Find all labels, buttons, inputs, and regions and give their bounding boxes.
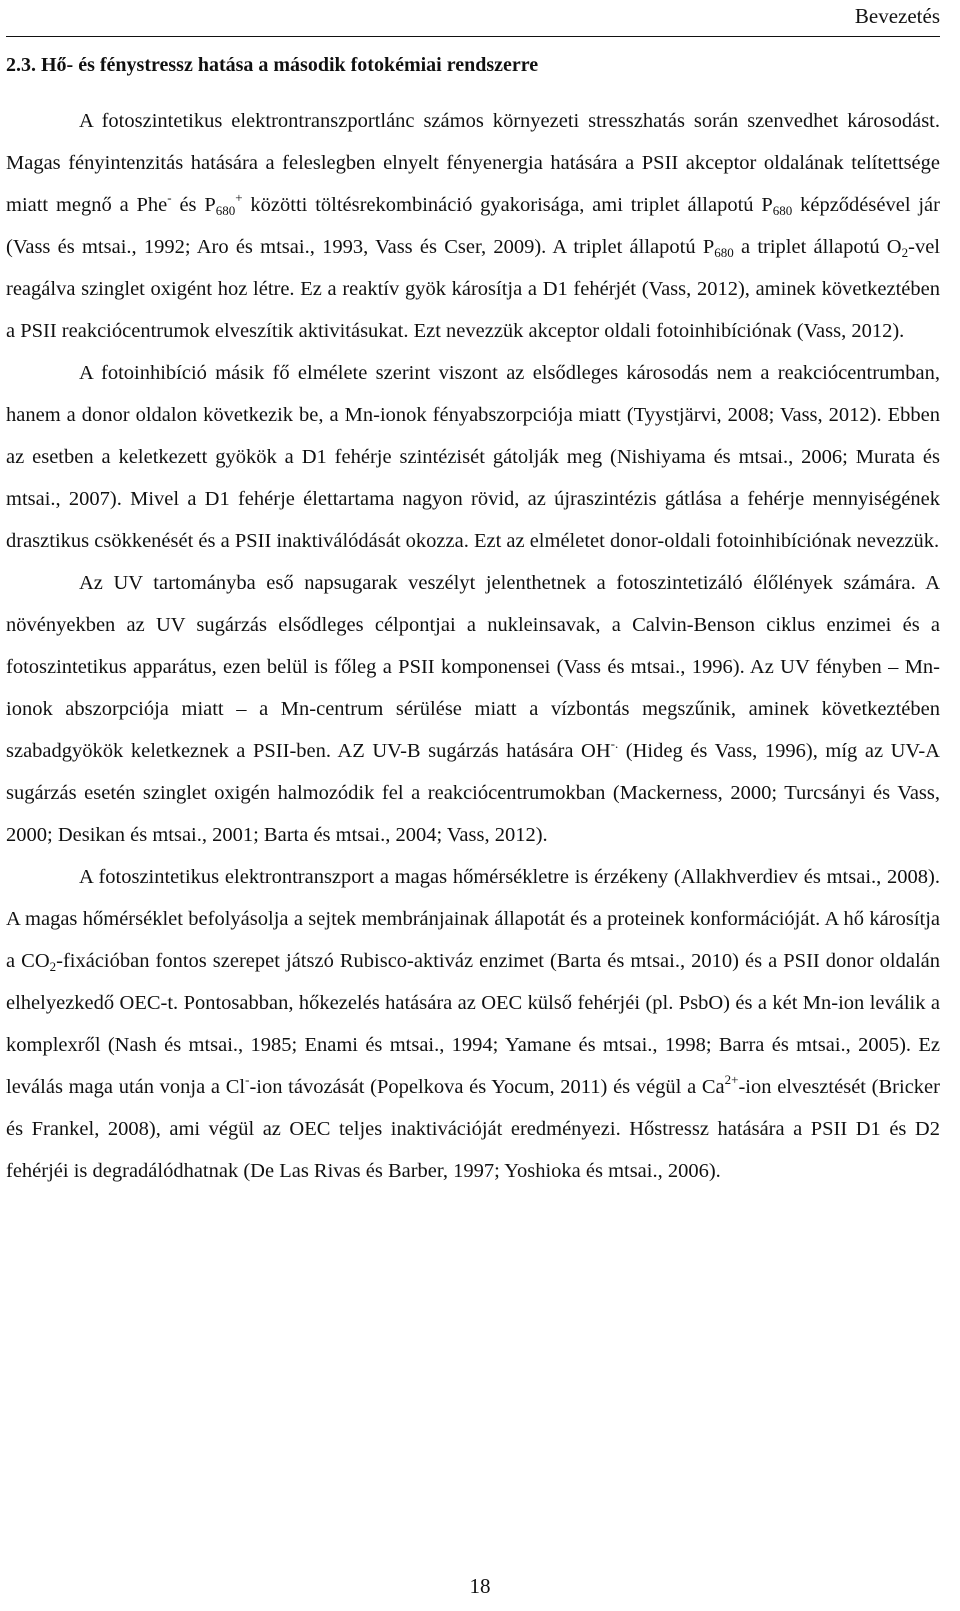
text-run: a triplet állapotú O — [733, 236, 902, 258]
superscript: -. — [610, 736, 619, 751]
header-rule — [6, 36, 940, 37]
paragraph-2: A fotoinhibíció másik fő elmélete szerint viszont az elsődleges károsodás nem a reakciócentrumban, hanem a donor oldalon következik be, a Mn-ionok fényabszorpciója miatt (Tyystjärvi, 2008; Vass, 2012). Ebben az esetben a keletkezett gyökök a D1 fehérje szintézisét gátolják meg (Nishiyama és mtsai., 2006; Murata és mtsai., 2007). Mivel a D1 fehérje élettartama nagyon rövid, az újraszintézis gátlása a fehérje mennyiségének drasztikus csökkenését és a PSII inaktiválódását okozza. Ezt az elméletet donor-oldali fotoinhibíciónak nevezzük. — [6, 362, 940, 552]
body-text — [6, 100, 940, 1192]
subscript: 680 — [772, 203, 793, 218]
text-run: -ion elvesztését (Bricker és Frankel, 2008), ami végül az OEC teljes inaktivációját eredményezi. Hőstressz hatására a PSII D1 és D2 fehérjéi is degradálódhatnak (De Las Rivas és Barber, 1997; Yoshioka és mtsai., 2006). — [6, 1076, 940, 1182]
text-run: (Hideg és Vass, 1996), míg az UV-A sugárzás esetén szinglet oxigén halmozódik fel a reakciócentrumokban (Mackerness, 2000; Turcsányi és Vass, 2000; Desikan és mtsai., 2001; Barta és mtsai., 2004; Vass, 2012). — [6, 740, 940, 846]
subscript: 680 — [714, 245, 734, 260]
text-run: képződésével jár (Vass és mtsai., 1992; Aro és mtsai., 1993, Vass és Cser, 2009). A triplet állapotú P — [6, 194, 940, 258]
text-run: -fixációban fontos szerepet játszó Rubisco-aktiváz enzimet (Barta és mtsai., 2010) és a PSII donor oldalán elhelyezkedő OEC-t. Pontosabban, hőkezelés hatására az OEC külső fehérjéi (pl. PsbO) és a két Mn-ion leválik a komplexről (Nash és mtsai., 1985; Enami és mtsai., 1994; Yamane és mtsai., 1998; Barra és mtsai., 2005). Ez leválás maga után vonja a Cl — [6, 950, 940, 1098]
text-run: közötti töltésrekombináció gyakorisága, ami triplet állapotú P — [242, 194, 773, 216]
superscript: 2+ — [724, 1072, 739, 1087]
paragraph-3 — [6, 562, 940, 856]
paragraph-1 — [6, 100, 940, 352]
subscript: 680 — [215, 203, 236, 218]
running-header: Bevezetés — [854, 4, 940, 28]
paragraph-4 — [6, 856, 940, 1192]
text-run: -ion távozását (Popelkova és Yocum, 2011) és végül a Ca — [249, 1076, 725, 1098]
subscript: 2 — [901, 245, 909, 260]
subscript: 2 — [49, 959, 57, 974]
section-title: 2.3. Hő- és fénystressz hatása a második fotokémiai rendszerre — [6, 54, 539, 76]
superscript: - — [167, 190, 172, 205]
text-run: -vel reagálva szinglet oxigént hoz létre. Ez a reaktív gyök károsítja a D1 fehérjét (Vass, 2012), aminek következtében a PSII reakciócentrumok elveszítik aktivitásukat. Ezt nevezzük akceptor oldali fotoinhibíciónak (Vass, 2012). — [6, 236, 940, 342]
text-run: A fotoszintetikus elektrontranszportlánc számos környezeti stresszhatás során szenvedhet károsodást. Magas fényintenzitás hatására a feleslegben elnyelt fényenergia hatására a PSII akceptor oldalának telítettsége miatt megnő a Phe — [6, 110, 940, 216]
superscript: + — [235, 190, 243, 205]
text-run: és P — [171, 194, 216, 216]
text-run: Az UV tartományba eső napsugarak veszélyt jelenthetnek a fotoszintetizáló élőlények számára. A növényekben az UV sugárzás elsődleges célpontjai a nukleinsavak, a Calvin-Benson ciklus enzimei és a fotoszintetikus apparátus, ezen belül is főleg a PSII komponensei (Vass és mtsai., 1996). Az UV fényben – Mn-ionok abszorpciója miatt – a Mn-centrum sérülése miatt a vízbontás megszűnik, aminek következtében szabadgyökök keletkeznek a PSII-ben. AZ UV-B sugárzás hatására OH — [6, 572, 940, 762]
superscript: - — [245, 1072, 250, 1087]
page-number: 18 — [469, 1574, 491, 1598]
text-run: A fotoszintetikus elektrontranszport a magas hőmérsékletre is érzékeny (Allakhverdiev és mtsai., 2008). A magas hőmérséklet befolyásolja a sejtek membránjainak állapotát és a proteinek konformációját. A hő károsítja a CO — [6, 866, 940, 972]
